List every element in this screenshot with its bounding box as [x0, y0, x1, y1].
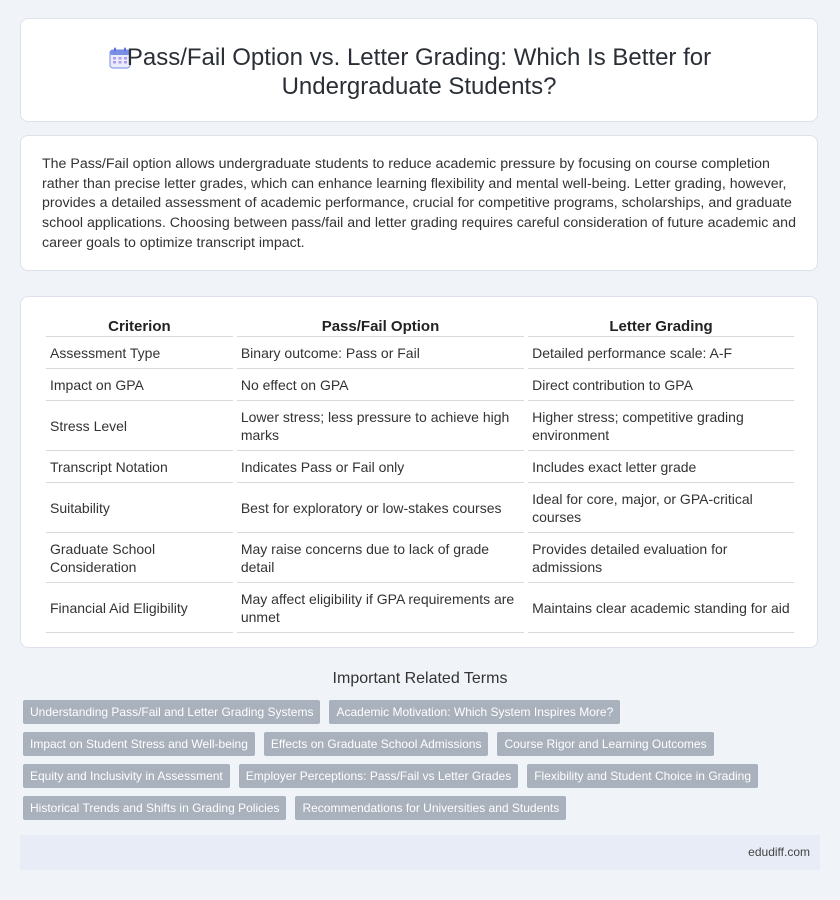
header-pass-fail: Pass/Fail Option — [237, 316, 524, 337]
footer — [20, 835, 820, 870]
footer-site-link[interactable]: edudiff.com — [748, 845, 810, 859]
table-cell: Best for exploratory or low-stakes courses — [237, 483, 524, 533]
table-cell: Graduate School Consideration — [46, 533, 233, 583]
table-cell: Transcript Notation — [46, 451, 233, 483]
table-cell: Financial Aid Eligibility — [46, 583, 233, 633]
page-title-line-2: Undergraduate Students? — [281, 73, 557, 100]
table-cell: May affect eligibility if GPA requirements are unmet — [237, 583, 524, 633]
table-cell: Direct contribution to GPA — [528, 369, 794, 401]
table-cell: May raise concerns due to lack of grade detail — [237, 533, 524, 583]
table-cell: Maintains clear academic standing for aid — [528, 583, 794, 633]
header-letter-grading: Letter Grading — [528, 316, 794, 337]
table-cell: Indicates Pass or Fail only — [237, 451, 524, 483]
related-term-tag[interactable]: Course Rigor and Learning Outcomes — [497, 732, 713, 756]
header-card — [20, 18, 818, 122]
table-row — [46, 533, 794, 583]
page-title-line-1: Pass/Fail Option vs. Letter Grading: Which Is Better for — [126, 44, 712, 71]
table-header-row — [46, 316, 794, 337]
related-terms-tags — [23, 700, 813, 828]
table-row — [46, 583, 794, 633]
intro-card — [20, 135, 818, 271]
page-title — [21, 43, 817, 101]
related-term-tag[interactable]: Recommendations for Universities and Students — [295, 796, 566, 820]
table-cell: Stress Level — [46, 401, 233, 451]
related-term-tag[interactable]: Academic Motivation: Which System Inspires More? — [329, 700, 620, 724]
table-row — [46, 483, 794, 533]
related-term-tag[interactable]: Impact on Student Stress and Well-being — [23, 732, 255, 756]
table-row — [46, 401, 794, 451]
table-cell: Includes exact letter grade — [528, 451, 794, 483]
comparison-table-card — [20, 296, 818, 648]
related-term-tag[interactable]: Understanding Pass/Fail and Letter Grading Systems — [23, 700, 320, 724]
related-term-tag[interactable]: Equity and Inclusivity in Assessment — [23, 764, 230, 788]
table-cell: Suitability — [46, 483, 233, 533]
comparison-table — [42, 316, 798, 633]
related-term-tag[interactable]: Effects on Graduate School Admissions — [264, 732, 489, 756]
table-cell: Assessment Type — [46, 337, 233, 369]
related-term-tag[interactable]: Flexibility and Student Choice in Grading — [527, 764, 758, 788]
table-cell: Lower stress; less pressure to achieve high marks — [237, 401, 524, 451]
header-criterion: Criterion — [46, 316, 233, 337]
related-terms-title: Important Related Terms — [332, 670, 508, 687]
table-row — [46, 369, 794, 401]
table-cell: Provides detailed evaluation for admissions — [528, 533, 794, 583]
table-row — [46, 337, 794, 369]
table-row — [46, 451, 794, 483]
related-term-tag[interactable]: Historical Trends and Shifts in Grading Policies — [23, 796, 286, 820]
intro-paragraph: The Pass/Fail option allows undergraduate students to reduce academic pressure by focusing on course completion rather than precise letter grades, which can enhance learning flexibility and mental well-being. Letter grading, however, provides a detailed assessment of academic performance, crucial for competitive programs, scholarships, and graduate school applications. Choosing between pass/fail and letter grading requires careful consideration of future academic and career goals to optimize transcript impact. — [42, 156, 796, 251]
related-term-tag[interactable]: Employer Perceptions: Pass/Fail vs Letter Grades — [239, 764, 518, 788]
table-cell: Impact on GPA — [46, 369, 233, 401]
table-cell: Higher stress; competitive grading environment — [528, 401, 794, 451]
table-cell: Ideal for core, major, or GPA-critical courses — [528, 483, 794, 533]
table-cell: Detailed performance scale: A-F — [528, 337, 794, 369]
table-cell: Binary outcome: Pass or Fail — [237, 337, 524, 369]
table-cell: No effect on GPA — [237, 369, 524, 401]
